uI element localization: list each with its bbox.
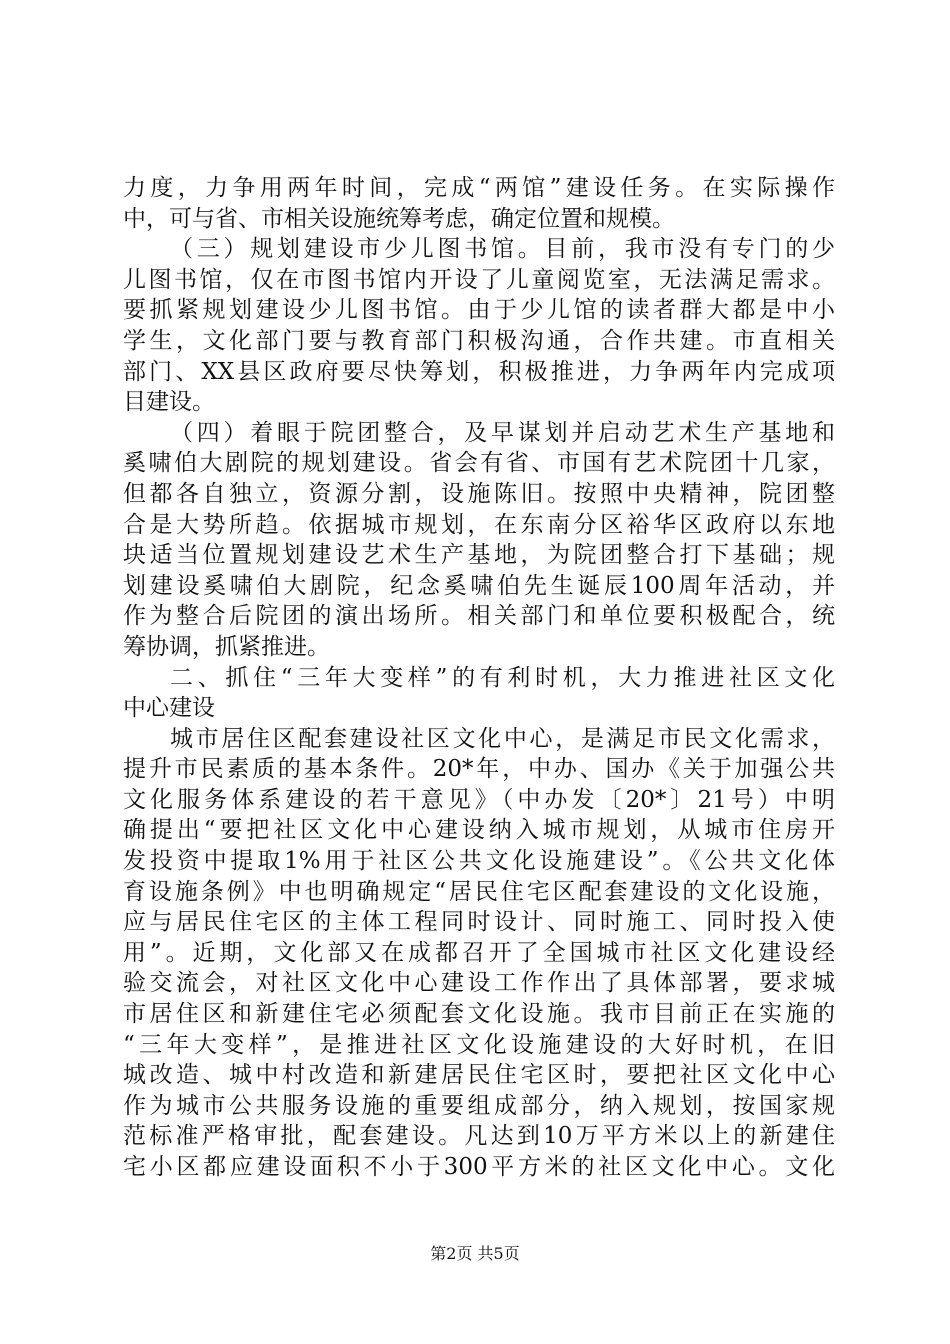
- text-line: “三年大变样”，是推进社区文化设施建设的大好时机，在旧: [123, 1031, 835, 1058]
- text-line: 中，可与省、市相关设施统筹考虑，确定位置和规模。: [123, 205, 675, 232]
- text-line: 市居住区和新建住宅必须配套文化设施。我市目前正在实施的: [123, 1001, 835, 1028]
- text-line: 提升市民素质的基本条件。20*年，中办、国办《关于加强公共: [123, 756, 835, 783]
- text-line: 作为整合后院团的演出场所。相关部门和单位要积极配合，统: [123, 603, 835, 630]
- text-line: 但都各自独立，资源分割，设施陈旧。按照中央精神，院团整: [123, 480, 835, 507]
- text-line: （四）着眼于院团整合，及早谋划并启动艺术生产基地和: [170, 419, 835, 446]
- text-line: 中心建设: [123, 695, 215, 722]
- text-line: 要抓紧规划建设少儿图书馆。由于少儿馆的读者群大都是中小: [123, 297, 835, 324]
- text-line: 验交流会，对社区文化中心建设工作作出了具体部署，要求城: [123, 970, 835, 997]
- text-line: 块适当位置规划建设艺术生产基地，为院团整合打下基础；规: [123, 542, 835, 569]
- text-line: 确提出“要把社区文化中心建设纳入城市规划，从城市住房开: [123, 817, 835, 844]
- text-line: 学生，文化部门要与教育部门积极沟通，合作共建。市直相关: [123, 327, 835, 354]
- text-line: 奚啸伯大剧院的规划建设。省会有省、市国有艺术院团十几家，: [123, 450, 835, 477]
- text-line: 用”。近期，文化部又在成都召开了全国城市社区文化建设经: [123, 939, 835, 966]
- document-body: [123, 173, 835, 1183]
- text-line: 应与居民住宅区的主体工程同时设计、同时施工、同时投入使: [123, 909, 835, 936]
- text-line: 力度，力争用两年时间，完成“两馆”建设任务。在实际操作: [123, 175, 835, 201]
- text-line: 作为城市公共服务设施的重要组成部分，纳入规划，按国家规: [123, 1092, 835, 1119]
- text-line: 育设施条例》中也明确规定“居民住宅区配套建设的文化设施，: [123, 878, 835, 905]
- text-line: 儿图书馆，仅在市图书馆内开设了儿童阅览室，无法满足需求。: [123, 266, 835, 293]
- text-line: 部门、XX县区政府要尽快筹划，积极推进，力争两年内完成项: [123, 358, 835, 385]
- text-line: 合是大势所趋。依据城市规划，在东南分区裕华区政府以东地: [123, 511, 835, 538]
- text-line: 城市居住区配套建设社区文化中心，是满足市民文化需求，: [170, 725, 835, 752]
- text-line: 二、抓住“三年大变样”的有利时机，大力推进社区文化: [170, 664, 835, 691]
- text-line: 划建设奚啸伯大剧院，纪念奚啸伯先生诞辰100周年活动，并: [123, 572, 835, 599]
- text-line: （三）规划建设市少儿图书馆。目前，我市没有专门的少: [170, 236, 835, 263]
- text-line: 目建设。: [123, 389, 215, 416]
- text-line: 筹协调，抓紧推进。: [123, 633, 330, 660]
- text-line: 宅小区都应建设面积不小于300平方米的社区文化中心。文化: [123, 1154, 835, 1180]
- text-line: 范标准严格审批，配套建设。凡达到10万平方米以上的新建住: [123, 1123, 835, 1150]
- page-footer: 第2页 共5页: [430, 1244, 520, 1263]
- text-line: 城改造、城中村改造和新建居民住宅区时，要把社区文化中心: [123, 1062, 835, 1089]
- text-line: 文化服务体系建设的若干意见》（中办发〔20*〕21号）中明: [123, 786, 835, 813]
- text-line: 发投资中提取1%用于社区公共文化设施建设”。《公共文化体: [123, 848, 835, 875]
